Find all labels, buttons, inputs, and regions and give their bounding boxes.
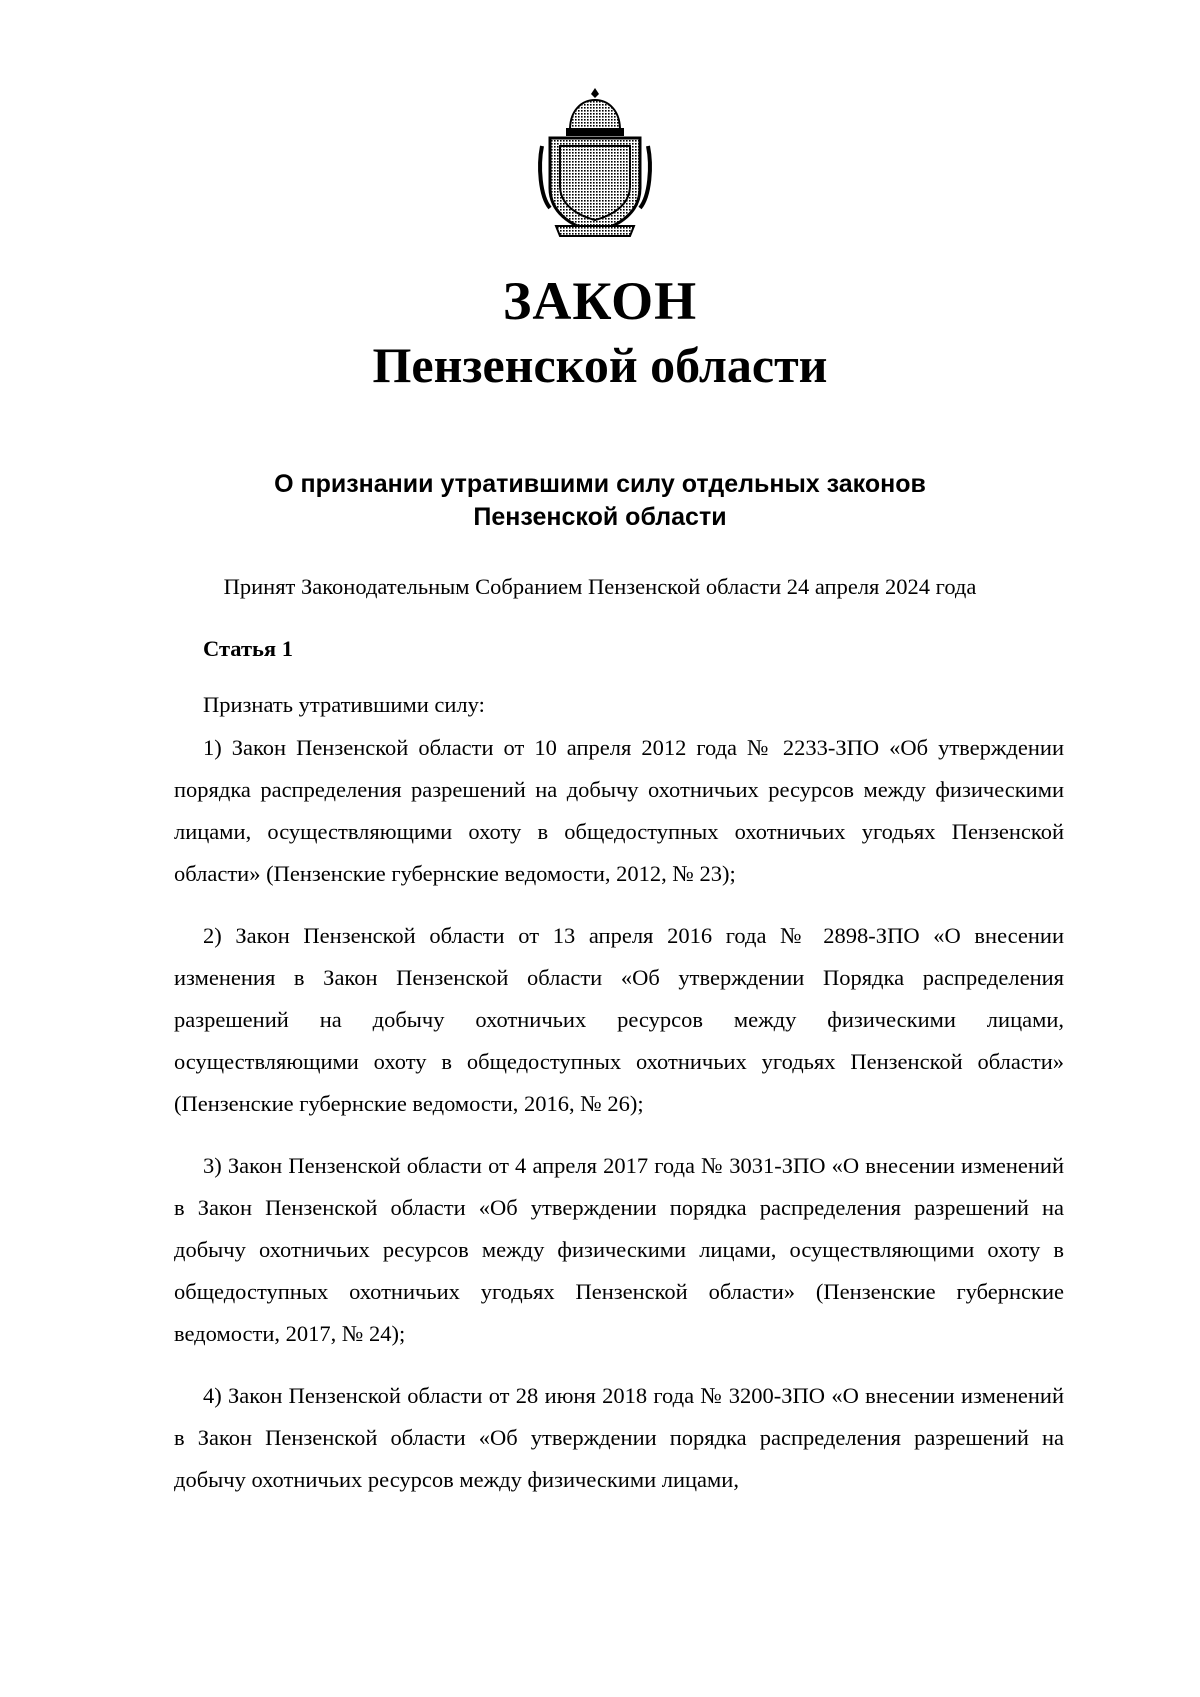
law-name: [0, 468, 1200, 534]
article-intro: Признать утратившими силу:: [203, 692, 485, 717]
list-item-3: 3) Закон Пензенской области от 4 апреля 2017 года № 3031-ЗПО «О внесении изменений в Закон Пензенской области «Об утверждении порядка распределения разрешений на добычу охотничьих ресурсов между физическими лицами, осуществляющими охоту в общедоступных охотничьих угодьях Пензенской области» (Пензенские губернские ведомости, 2017, № 24);: [174, 1153, 1064, 1346]
document-subtitle: Пензенской области: [372, 337, 828, 393]
list-item-1: 1) Закон Пензенской области от 10 апреля 2012 года № 2233-ЗПО «Об утверждении порядка распределения разрешений на добычу охотничьих ресурсов между физическими лицами, осуществляющими охоту в общедоступных охотничьих угодьях Пензенской области» (Пензенские губернские ведомости, 2012, № 23);: [174, 735, 1064, 886]
adoption-note: Принят Законодательным Собранием Пензенской области 24 апреля 2024 года: [223, 574, 977, 599]
coat-of-arms-icon: [536, 86, 654, 238]
list-item-2: 2) Закон Пензенской области от 13 апреля 2016 года № 2898-ЗПО «О внесении изменения в Закон Пензенской области «Об утверждении Порядка распределения разрешений на добычу охотничьих ресурсов между физическими лицами, осуществляющими охоту в общедоступных охотничьих угодьях Пензенской области» (Пензенские губернские ведомости, 2016, № 26);: [174, 923, 1064, 1116]
document-title: ЗАКОН: [502, 271, 698, 331]
article-heading: Статья 1: [203, 636, 293, 661]
list-item-4: 4) Закон Пензенской области от 28 июня 2018 года № 3200-ЗПО «О внесении изменений в Закон Пензенской области «Об утверждении порядка распределения разрешений на добычу охотничьих ресурсов между физическими лицами,: [174, 1383, 1064, 1492]
law-name-line-2: Пензенской области: [473, 503, 727, 531]
law-name-line-1: О признании утратившими силу отдельных законов: [274, 470, 926, 498]
